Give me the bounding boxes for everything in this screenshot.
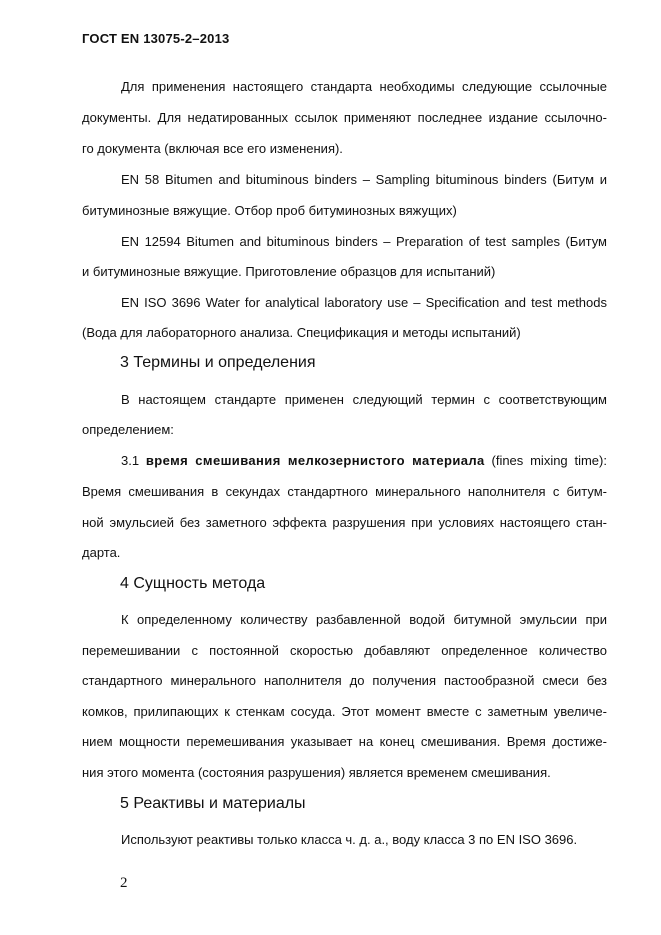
section-heading-4: 4 Сущность метода: [120, 575, 266, 592]
paragraph-line: го документа (включая все его изменения).: [82, 141, 343, 156]
paragraph-line: ния этого момента (состояния разрушения) является временем смешивания.: [82, 765, 551, 780]
reference-line: EN 58 Bitumen and bituminous binders – Sampling bituminous binders (Битум и: [121, 172, 607, 187]
term-english: (fines mixing time):: [491, 453, 607, 468]
reference-line: EN 12594 Bitumen and bituminous binders – Preparation of test samples (Битум: [121, 234, 607, 249]
term-name: время смешивания мелкозернистого материала: [145, 453, 485, 468]
paragraph-line: определением:: [82, 422, 174, 437]
paragraph-line: К определенному количеству разбавленной водой битумной эмульсии при: [121, 612, 607, 627]
reference-line: EN ISO 3696 Water for analytical laboratory use – Specification and test methods: [121, 295, 607, 310]
paragraph-line: стандартного минерального наполнителя до получения пастообразной смеси без: [82, 673, 607, 688]
page-number: 2: [120, 875, 128, 891]
paragraph-line: Для применения настоящего стандарта необходимы следующие ссылочные: [121, 79, 607, 94]
paragraph-line: дарта.: [82, 545, 121, 560]
paragraph-line: В настоящем стандарте применен следующий термин с соответствующим: [121, 392, 607, 407]
paragraph-line: ной эмульсией без заметного эффекта разрушения при условиях настоящего стан-: [82, 515, 607, 530]
term-number: 3.1: [121, 453, 140, 468]
paragraph-line: комков, прилипающих к стенкам сосуда. Этот момент вместе с заметным увеличе-: [82, 704, 607, 719]
section-heading-5: 5 Реактивы и материалы: [120, 795, 306, 812]
paragraph-line: Время смешивания в секундах стандартного минерального наполнителя с битум-: [82, 484, 607, 499]
reference-line: битуминозные вяжущие. Отбор проб битуминозных вяжущих): [82, 203, 457, 218]
paragraph-line: документы. Для недатированных ссылок применяют последнее издание ссылочно-: [82, 110, 607, 125]
term-definition-line: [121, 453, 607, 469]
paragraph-line: перемешивании с постоянной скоростью добавляют определенное количество: [82, 643, 607, 658]
reference-line: и битуминозные вяжущие. Приготовление образцов для испытаний): [82, 264, 496, 279]
document-header: ГОСТ EN 13075-2–2013: [82, 31, 230, 46]
paragraph-line: нием мощности перемешивания указывает на конец смешивания. Время достиже-: [82, 734, 607, 749]
reference-line: (Вода для лабораторного анализа. Спецификация и методы испытаний): [82, 325, 521, 340]
section-heading-3: 3 Термины и определения: [120, 354, 316, 371]
paragraph-line: Используют реактивы только класса ч. д. а., воду класса 3 по EN ISO 3696.: [121, 832, 578, 847]
